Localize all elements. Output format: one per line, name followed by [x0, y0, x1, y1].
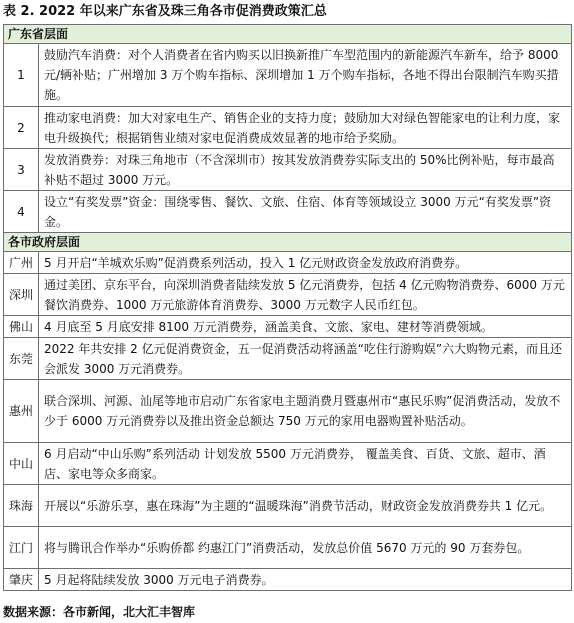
- table-row: [4, 569, 572, 591]
- row-number: 2: [4, 107, 39, 149]
- row-number: 1: [4, 44, 39, 107]
- policy-content: 设立“有奖发票”资金：围绕零售、餐饮、文旅、住宿、体育等领域设立 3000 万元“有奖发票”资金。: [39, 191, 572, 233]
- table-title: 表 2. 2022 年以来广东省及珠三角各市促消费政策汇总: [3, 4, 327, 19]
- table-row: [4, 527, 572, 569]
- policy-content: 发放消费券：对珠三角地市（不含深圳市）按其发放消费券实际支出的 50%比例补贴，每市最高补贴不超过 3000 万元。: [39, 149, 572, 191]
- policy-content: 5 月起将陆续发放 3000 万元电子消费券。: [39, 569, 572, 591]
- city-name: 深圳: [4, 274, 39, 316]
- policy-content: 5 月开启“羊城欢乐购”促消费系列活动，投入 1 亿元财政资金发放政府消费券。: [39, 252, 572, 274]
- city-name: 惠州: [4, 380, 39, 443]
- policy-content: 2022 年共安排 2 亿元促消费资金，五一促消费活动将涵盖“吃住行游购娱”六大购物元素，而且还会派发 3000 万元消费券。: [39, 338, 572, 380]
- policy-content: 将与腾讯合作举办“乐购侨都 约惠江门”消费活动，发放总价值 5670 万元的 90 万套券包。: [39, 527, 572, 569]
- table-row: [4, 380, 572, 443]
- section-header-cities: 各市政府层面: [4, 233, 572, 252]
- table-row: [4, 274, 572, 316]
- table-row: [4, 316, 572, 338]
- table-row: [4, 443, 572, 485]
- city-name: 广州: [4, 252, 39, 274]
- section-header-province: 广东省层面: [4, 25, 572, 44]
- policy-content: 鼓励汽车消费：对个人消费者在省内购买以旧换新推广车型范围内的新能源汽车新车，给予 8000 元/辆补贴；广州增加 3 万个购车指标、深圳增加 1 万个购车指标，各地不得出台限制汽车购买措施。: [39, 44, 572, 107]
- section-header-row: [4, 233, 572, 252]
- city-name: 佛山: [4, 316, 39, 338]
- table-row: [4, 107, 572, 149]
- section-header-row: [4, 25, 572, 44]
- city-name: 中山: [4, 443, 39, 485]
- table-row: [4, 44, 572, 107]
- row-number: 4: [4, 191, 39, 233]
- row-number: 3: [4, 149, 39, 191]
- table-row: [4, 338, 572, 380]
- policy-content: 4 月底至 5 月底安排 8100 万元消费券，涵盖美食、文旅、家电、建材等消费领域。: [39, 316, 572, 338]
- policy-content: 联合深圳、河源、汕尾等地市启动广东省家电主题消费月暨惠州市“惠民乐购”促消费活动，发放不少于 6000 万元消费券以及推出资金总额达 750 万元的家用电器购置补贴活动。: [39, 380, 572, 443]
- policy-content: 开展以“乐游乐享，惠在珠海”为主题的“温暖珠海”消费节活动，财政资金发放消费券共 1 亿元。: [39, 485, 572, 527]
- table-row: [4, 252, 572, 274]
- data-source-note: 数据来源：各市新闻，北大汇丰智库: [3, 605, 196, 619]
- city-name: 东莞: [4, 338, 39, 380]
- table-row: [4, 191, 572, 233]
- policy-content: 推动家电消费：加大对家电生产、销售企业的支持力度；鼓励加大对绿色智能家电的让利力度，家电升级换代；根据销售业绩对家电促消费成效显著的地市给予奖励。: [39, 107, 572, 149]
- table-row: [4, 149, 572, 191]
- city-name: 珠海: [4, 485, 39, 527]
- policy-content: 通过美团、京东平台，向深圳消费者陆续发放 5 亿元消费券，包括 4 亿元购物消费券、6000 万元餐饮消费券、1000 万元旅游体育消费券、3000 万元数字人民币红包。: [39, 274, 572, 316]
- table-row: [4, 485, 572, 527]
- policy-table: [3, 24, 572, 591]
- policy-content: 6 月启动“中山乐购”系列活动 计划发放 5500 万元消费券， 覆盖美食、百货、文旅、超市、酒店、家电等众多商家。: [39, 443, 572, 485]
- city-name: 江门: [4, 527, 39, 569]
- city-name: 肇庆: [4, 569, 39, 591]
